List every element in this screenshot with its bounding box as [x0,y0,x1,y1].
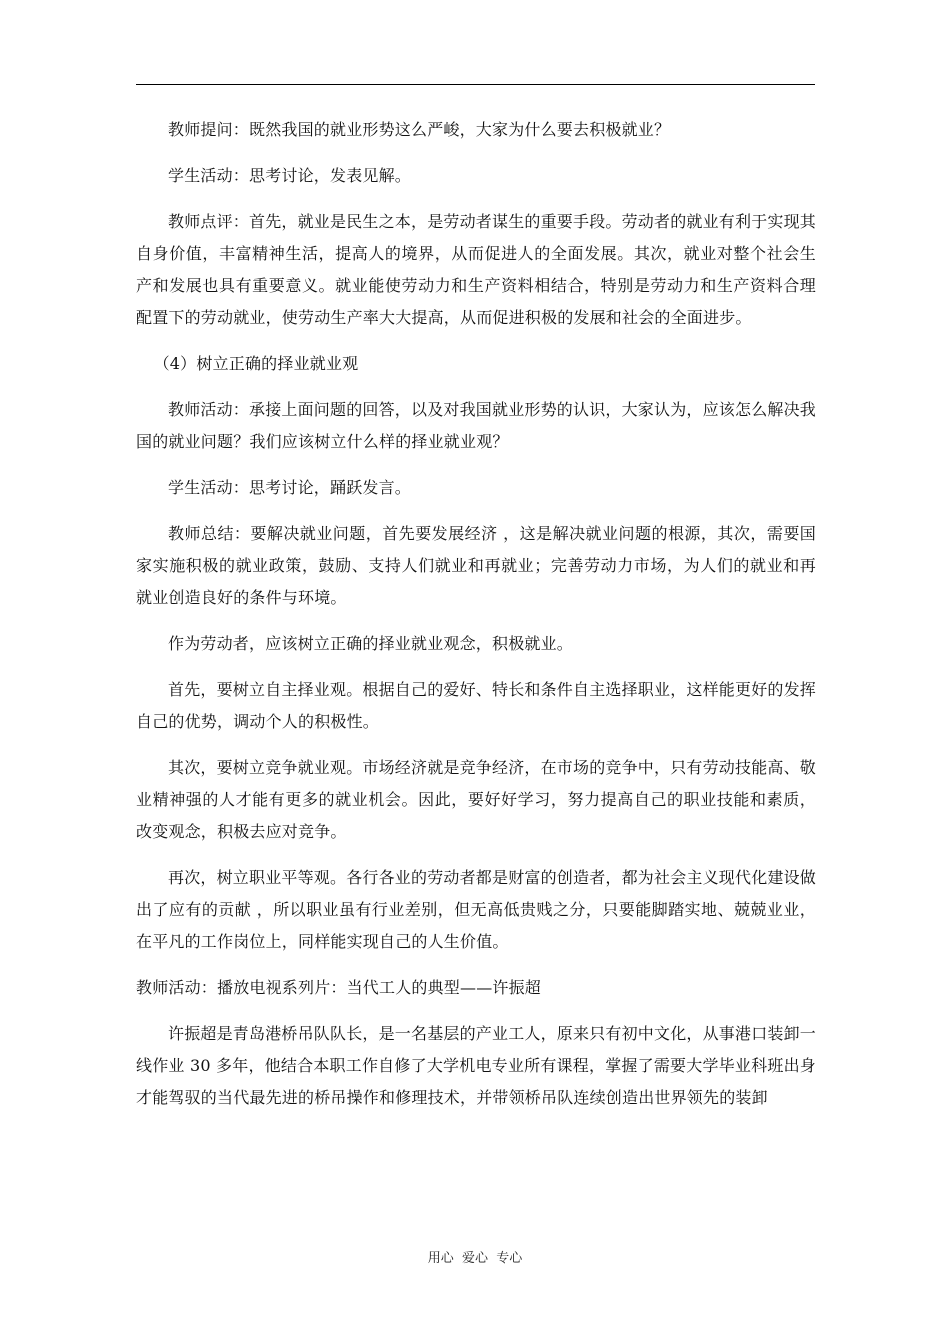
paragraph-teacher-summary: 教师总结：要解决就业问题，首先要发展经济 ，这是解决就业问题的根源，其次，需要国家实施积极的就业政策，鼓励、支持人们就业和再就业；完善劳动力市场，为人们的就业和再就业创造良好的条件与环境。 [136,524,816,607]
paragraph-teacher-activity-1: 教师活动：承接上面问题的回答，以及对我国就业形势的认识，大家认为，应该怎么解决我国的就业问题？我们应该树立什么样的择业就业观？ [136,400,817,451]
paragraph-student-activity-2: 学生活动：思考讨论，踊跃发言。 [168,478,412,497]
paragraph-teacher-comment: 教师点评：首先，就业是民生之本，是劳动者谋生的重要手段。劳动者的就业有利于实现其自身价值，丰富精神生活，提高人的境界，从而促进人的全面发展。其次，就业对整个社会生产和发展也具有重要意义。就业能使劳动力和生产资料相结合，特别是劳动力和生产资料合理配置下的劳动就业，使劳动生产率大大提高，从而促进积极的发展和社会的全面进步。 [136,212,817,327]
paragraph-first-autonomous: 首先，要树立自主择业观。根据自己的爱好、特长和条件自主选择职业，这样能更好的发挥自己的优势，调动个人的积极性。 [136,680,817,731]
section-heading-employment-view: （4）树立正确的择业就业观 [153,354,359,373]
paragraph-teacher-activity-video: 教师活动：播放电视系列片：当代工人的典型——许振超 [136,978,542,997]
header-rule [136,84,815,85]
paragraph-xu-zhenchao: 许振超是青岛港桥吊队队长，是一名基层的产业工人，原来只有初中文化，从事港口装卸一线作业 30 多年，他结合本职工作自修了大学机电专业所有课程，掌握了需要大学毕业科班出身才能驾驭的当代最先进的桥吊操作和修理技术，并带领桥吊队连续创造出世界领先的装卸 [136,1024,817,1107]
paragraph-as-worker: 作为劳动者，应该树立正确的择业就业观念，积极就业。 [168,634,574,653]
paragraph-teacher-question: 教师提问：既然我国的就业形势这么严峻，大家为什么要去积极就业？ [168,120,671,139]
document-body [136,114,816,1128]
paragraph-third-equality: 再次，树立职业平等观。各行各业的劳动者都是财富的创造者，都为社会主义现代化建设做出了应有的贡献 ，所以职业虽有行业差别，但无高低贵贱之分，只要能脚踏实地、兢兢业业，在平凡的工作岗位上，同样能实现自己的人生价值。 [136,868,817,951]
page-footer: 用心 爱心 专心 [427,1251,523,1266]
paragraph-student-activity-1: 学生活动：思考讨论，发表见解。 [168,166,412,185]
paragraph-second-competition: 其次，要树立竞争就业观。市场经济就是竞争经济，在市场的竞争中，只有劳动技能高、敬业精神强的人才能有更多的就业机会。因此，要好好学习，努力提高自己的职业技能和素质，改变观念，积极去应对竞争。 [136,758,817,841]
